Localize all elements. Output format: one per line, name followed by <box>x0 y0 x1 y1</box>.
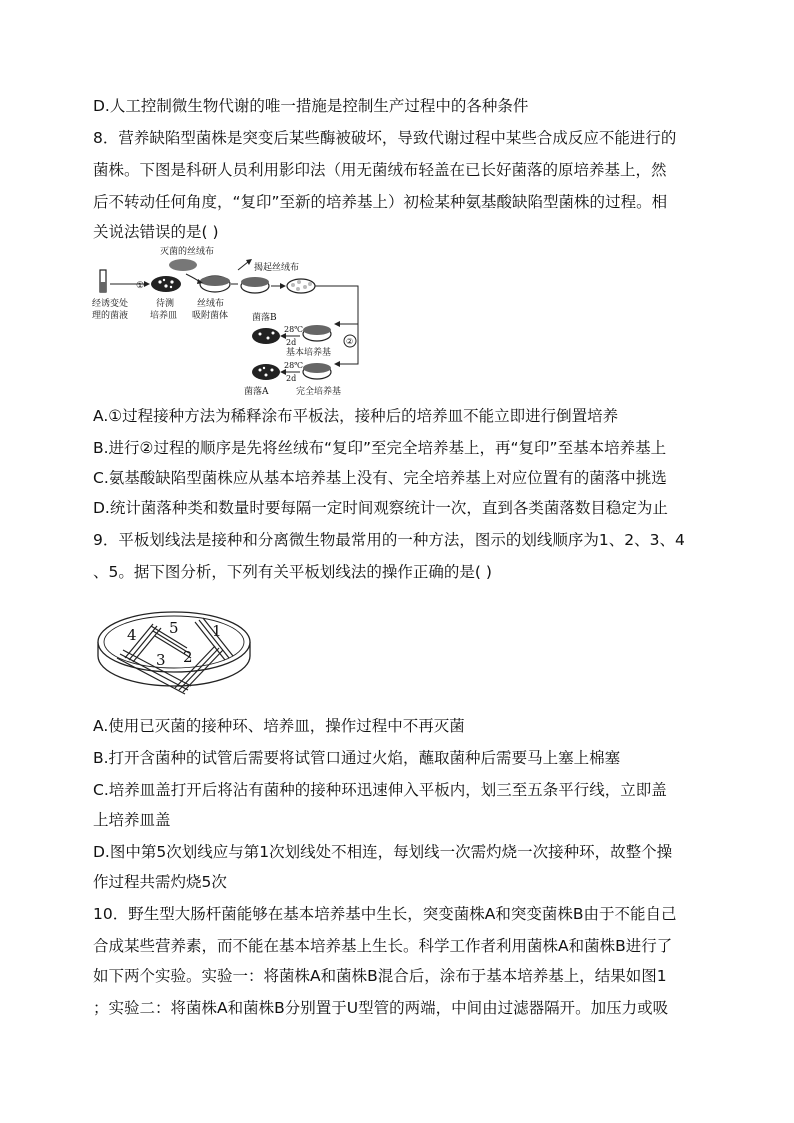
velvet-absorb-icon <box>200 276 230 292</box>
days-a-label: 2d <box>286 374 297 383</box>
question-10-stem-line4: ；实验二：将菌株A和菌株B分别置于U型管的两端，中间由过滤器隔开。加压力或吸 <box>93 999 669 1017</box>
streak-number-4: 4 <box>127 626 137 644</box>
question-9-stem-line1: 9．平板划线法是接种和分离微生物最常用的一种方法，图示的划线顺序为1、2、3、4 <box>93 531 685 549</box>
days-b-label: 2d <box>286 338 297 347</box>
colony-a-label: 菌落A <box>244 387 269 397</box>
question-9-option-d-line1: D.图中第5次划线应与第1次划线处不相连，每划线一次需灼烧一次接种环，故整个操 <box>93 843 673 861</box>
question-9-option-a: A.使用已灭菌的接种环、培养皿，操作过程中不再灭菌 <box>93 717 465 735</box>
question-8-option-c: C.氨基酸缺陷型菌株应从基本培养基上没有、完全培养基上对应位置有的菌落中挑选 <box>93 469 667 487</box>
dish-label-1: 待测 <box>156 299 175 309</box>
option-d-q7: D.人工控制微生物代谢的唯一措施是控制生产过程中的各种条件 <box>93 97 529 115</box>
step-2-label: ② <box>346 337 354 346</box>
lift-velvet-icon <box>241 277 269 293</box>
question-10-stem-line3: 如下两个实验。实验一：将菌株A和菌株B混合后，涂布于基本培养基上，结果如图1 <box>93 967 667 985</box>
velvet-label-1: 丝绒布 <box>197 299 225 309</box>
question-8-stem-line1: 8．营养缺陷型菌株是突变后某些酶被破坏，导致代谢过程中某些合成反应不能进行的 <box>93 129 677 147</box>
mutagen-label-2: 理的菌液 <box>92 311 129 321</box>
test-tube-icon <box>100 270 106 292</box>
temp-b-label: 28℃ <box>284 325 304 334</box>
sterile-velvet-icon <box>169 259 197 271</box>
colony-b-label: 菌落B <box>252 313 277 323</box>
basic-medium-label: 基本培养基 <box>286 348 332 358</box>
question-8-option-a: A.①过程接种方法为稀释涂布平板法，接种后的培养皿不能立即进行倒置培养 <box>93 407 619 425</box>
question-8-stem-line2: 菌株。下图是科研人员利用影印法（用无菌绒布轻盖在已长好菌落的原培养基上，然 <box>93 161 667 179</box>
basic-medium-plate-icon <box>303 325 331 341</box>
velvet-colonies-icon <box>287 279 315 293</box>
question-8-stem-line3: 后不转动任何角度，“复印”至新的培养基上）初检某种氨基酸缺陷型菌株的过程。相 <box>93 193 668 211</box>
question-9-option-c-line1: C.培养皿盖打开后将沾有菌种的接种环迅速伸入平板内，划三至五条平行线，立即盖 <box>93 781 667 799</box>
replica-plating-figure <box>88 244 388 400</box>
test-dish-icon <box>151 276 181 292</box>
streak-number-1: 1 <box>212 622 222 640</box>
sterile-velvet-label: 灭菌的丝绒布 <box>160 247 215 257</box>
velvet-label-2: 吸附菌体 <box>192 311 229 321</box>
dish-label-2: 培养皿 <box>150 311 178 321</box>
question-9-option-c-line2: 上培养皿盖 <box>93 811 171 829</box>
question-10-stem-line1: 10．野生型大肠杆菌能够在基本培养基中生长，突变菌株A和突变菌株B由于不能自己 <box>93 905 677 923</box>
question-9-option-d-line2: 作过程共需灼烧5次 <box>93 873 227 891</box>
streak-plate-figure <box>95 600 255 700</box>
complete-medium-plate-icon <box>303 363 331 379</box>
step-1-label: ① <box>136 281 145 291</box>
mutagen-label-1: 经诱变处 <box>92 299 129 309</box>
question-9-stem-line2: 、5。据下图分析，下列有关平板划线法的操作正确的是( ) <box>93 563 492 581</box>
question-9-option-b: B.打开含菌种的试管后需要将试管口通过火焰，蘸取菌种后需要马上塞上棉塞 <box>93 749 621 767</box>
question-8-option-b: B.进行②过程的顺序是先将丝绒布“复印”至完全培养基上，再“复印”至基本培养基上 <box>93 439 667 457</box>
complete-medium-label: 完全培养基 <box>296 387 342 397</box>
question-8-option-d: D.统计菌落种类和数量时要每隔一定时间观察统计一次，直到各类菌落数目稳定为止 <box>93 499 668 517</box>
question-10-stem-line2: 合成某些营养素，而不能在基本培养基上生长。科学工作者利用菌株A和菌株B进行了 <box>93 937 673 955</box>
colony-a-plate-icon <box>252 364 280 380</box>
lift-velvet-label: 揭起丝绒布 <box>254 263 300 273</box>
colony-b-plate-icon <box>252 328 280 344</box>
question-8-stem-line4: 关说法错误的是( ) <box>93 223 219 241</box>
temp-a-label: 28℃ <box>284 361 304 370</box>
streak-number-2: 2 <box>183 648 193 666</box>
streak-number-3: 3 <box>156 651 166 669</box>
streak-number-5: 5 <box>169 619 179 637</box>
